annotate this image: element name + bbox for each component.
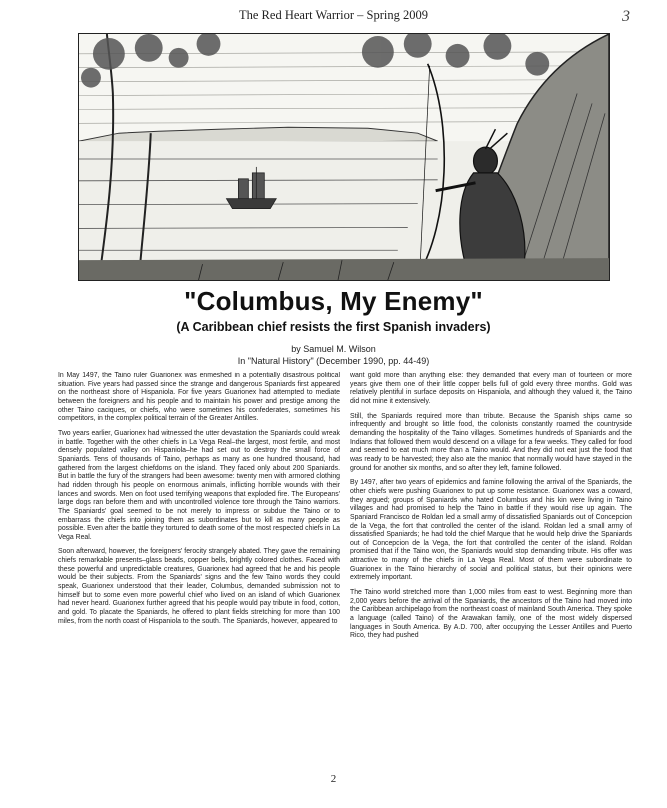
paragraph: Two years earlier, Guarionex had witnessed the utter devastation the Spaniards could wreak in battle. Together with the other chiefs in La Vega Real–the largest, most fertile, and most densely populated valley on Hispaniola–he had set out to destroy the small force of Spaniards. Tens of thousands of Taino, perhaps as many as one hundred thousand, had gathered from the largest chiefdoms on the island. They faced only about 200 Spaniards. But in battle the fury of the strangers had been awesome: twenty men with armored clothing had ridden through his people on enormous animals, inflicting horrible wounds with their lances and swords. Men on foot used terrifying weapons that exploded fire. The Europeans' large dogs ran before them and with uncontrolled violence tore through the Taino warriors. The Spaniards' goal seemed to be not merely to impress or subdue the Taino or to embarrass the chiefs into joining them as subordinates but to kill as many people as possible. Even after the battle they tortured to death some of the most respected chiefs in La Vega Real. <box>58 429 340 541</box>
archer-ship-scene-icon <box>79 34 609 280</box>
paragraph: In May 1497, the Taino ruler Guarionex was enmeshed in a potentially disastrous political situation. Five years had passed since the strange and dangerous Spaniards first appeared on the northeast shore of Hispaniola. For five years Guarionex had attempted to mediate between the foreigners and his people and to maintain his power and prestige among the other Taino caciques, or chiefs, who were sometimes his confederates, sometimes his competitors, in the complex political terrain of the Greater Antilles. <box>58 372 340 423</box>
byline-author: by Samuel M. Wilson <box>291 344 376 354</box>
byline <box>0 343 667 367</box>
paragraph: The Taino world stretched more than 1,000 miles from east to west. Beginning more than 2,000 years before the arrival of the Spaniards, the ancestors of the Taino had moved into the Caribbean archipelago from the northeast coast of mainland South America. They spoke a language (called Taino) of the Arawakan family, one of the most widely dispersed languages in South America. By A.D. 700, after occupying the Lesser Antilles and Puerto Rico, they had pushed <box>350 589 632 640</box>
engraving-illustration <box>78 33 610 281</box>
paragraph: Soon afterward, however, the foreigners' ferocity strangely abated. They gave the remaining chiefs remarkable presents–glass beads, copper bells, brightly colored clothes. Faced with these powerful and unpredictable creatures, Guarionex had agreed that he and his people would be their subjects. From the Spaniards' signs and the few Taino words they could speak, Guarionex understood that their leader, Columbus, demanded submission not to himself but to some even more powerful chief who lived on an island of which Guarionex had never heard. Guarionex further agreed that his people would pay tribute in food, cotton, and gold. To placate the Spaniards, he offered to plant fields stretching for more than 100 miles, from the north coast of Hispaniola to the south. The Spaniards, however, appeared to <box>58 548 340 625</box>
byline-source: In "Natural History" (December 1990, pp. 44-49) <box>237 356 430 366</box>
paragraph: Still, the Spaniards required more than tribute. Because the Spanish ships came so infrequently and brought so little food, the colonists constantly roamed the countryside demanding the hospitality of the Taino villages. Sometimes hundreds of Spaniards and the Indians that followed them would descend on a village for a few weeks. They called for food and seemed to eat much more than a Taino would. And they did not eat just the food that was ready to be harvested; they also ate the manioc that normally would have stayed in the ground for another six months, and so after they left, famine followed. <box>350 412 632 472</box>
paragraph: By 1497, after two years of epidemics and famine following the arrival of the Spaniards, the other chiefs were pushing Guarionex to put up some resistance. Guarionex was a coward, they argued; groups of Spaniards who hated Columbus and his kin were living in Taino villages and had promised to help the Taino in battle if they would rise up again. The Spaniard Francisco de Roldan led a small army of dissatisfied Spaniards out of Concepcion de la Vega, the fort that controlled the center of the island. Roldan led a small army of dissatisfied Spaniards; he had told the chief Marque that he would help drive the Spaniards out of Concepcion de la Vega, the fort that controlled the center of the island. Roldan promised that if the Taino won, the Spaniards would stop demanding tribute. His offer was attractive to many of the chiefs in La Vega Real. Most of them were subordinate to Guarionex in the Taino hierarchy of social and political status, but their opinions were extremely important. <box>350 479 632 582</box>
article-column-left <box>58 372 340 782</box>
article-title: "Columbus, My Enemy" <box>184 286 483 316</box>
page-number: 2 <box>330 773 337 785</box>
paragraph: want gold more than anything else: they demanded that every man of fourteen or more years give them one of their little copper bells full of gold every three months. Gold was relatively plentiful in surface deposits on Hispaniola, and although they valued it, the Taino did not mine it extensively. <box>350 372 632 405</box>
article-subtitle: (A Caribbean chief resists the first Spanish invaders) <box>176 320 491 334</box>
handwritten-page-mark: 3 <box>622 8 630 25</box>
article-column-right <box>350 372 632 782</box>
running-header: The Red Heart Warrior – Spring 2009 <box>239 8 428 22</box>
